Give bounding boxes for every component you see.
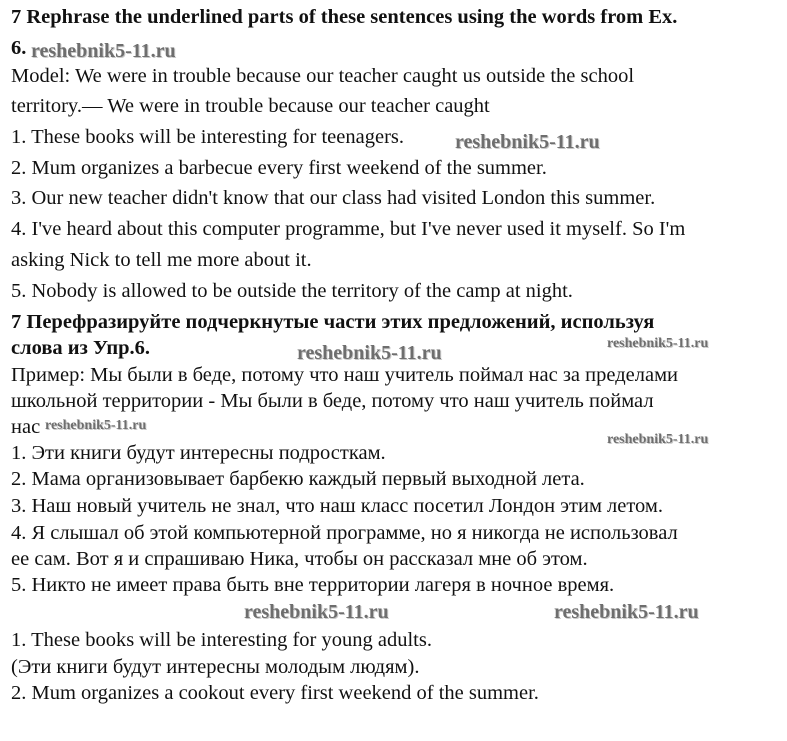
example-sentence-ru-cont: школьной территории - Мы были в беде, потому что наш учитель поймал [11,390,654,412]
sentence-item-1: 1. These books will be interesting for teenagers. [11,126,405,148]
watermark: reshebnik5-11.ru [554,601,699,623]
watermark: reshebnik5-11.ru [607,432,709,447]
sentence-item-4-cont: asking Nick to tell me more about it. [11,249,312,271]
sentence-item-ru-3: 3. Наш новый учитель не знал, что наш класс посетил Лондон этим летом. [11,495,664,517]
sentence-item-4: 4. I've heard about this computer programme, but I've never used it myself. So I'm [11,218,686,240]
exercise-heading-ru: 7 Перефразируйте подчеркнутые части этих предложений, используя [11,311,655,333]
model-sentence-cont: territory.— We were in trouble because our teacher caught [11,95,490,117]
watermark: reshebnik5-11.ru [607,336,709,351]
sentence-item-2: 2. Mum organizes a barbecue every first weekend of the summer. [11,157,547,179]
sentence-item-ru-4: 4. Я слышал об этой компьютерной программе, но я никогда не использовал [11,522,678,544]
watermark: reshebnik5-11.ru [297,342,442,364]
answer-2: 2. Mum organizes a cookout every first weekend of the summer. [11,682,539,704]
answer-1-translation: (Эти книги будут интересны молодым людям). [11,656,420,678]
example-sentence-ru-end: нас [11,416,41,438]
sentence-item-ru-4-cont: ее сам. Вот я и спрашиваю Ника, чтобы он рассказал мне об этом. [11,548,588,570]
watermark: reshebnik5-11.ru [244,601,389,623]
answer-1: 1. These books will be interesting for young adults. [11,629,432,651]
watermark: reshebnik5-11.ru [455,131,600,153]
sentence-item-ru-1: 1. Эти книги будут интересны подросткам. [11,442,386,464]
example-sentence-ru: Пример: Мы были в беде, потому что наш учитель поймал нас за пределами [11,364,679,386]
sentence-item-ru-2: 2. Мама организовывает барбекю каждый первый выходной лета. [11,468,585,490]
sentence-item-3: 3. Our new teacher didn't know that our class had visited London this summer. [11,187,656,209]
sentence-item-ru-5: 5. Никто не имеет права быть вне территории лагеря в ночное время. [11,574,615,596]
exercise-heading-en: 7 Rephrase the underlined parts of these sentences using the words from Ex. [11,6,678,28]
exercise-heading-ru-cont: слова из Упр.6. [11,337,151,359]
sentence-item-5: 5. Nobody is allowed to be outside the territory of the camp at night. [11,280,573,302]
watermark: reshebnik5-11.ru [45,418,147,433]
watermark: reshebnik5-11.ru [31,40,176,62]
model-sentence: Model: We were in trouble because our teacher caught us outside the school [11,65,635,87]
exercise-heading-en-cont: 6. [11,37,27,59]
